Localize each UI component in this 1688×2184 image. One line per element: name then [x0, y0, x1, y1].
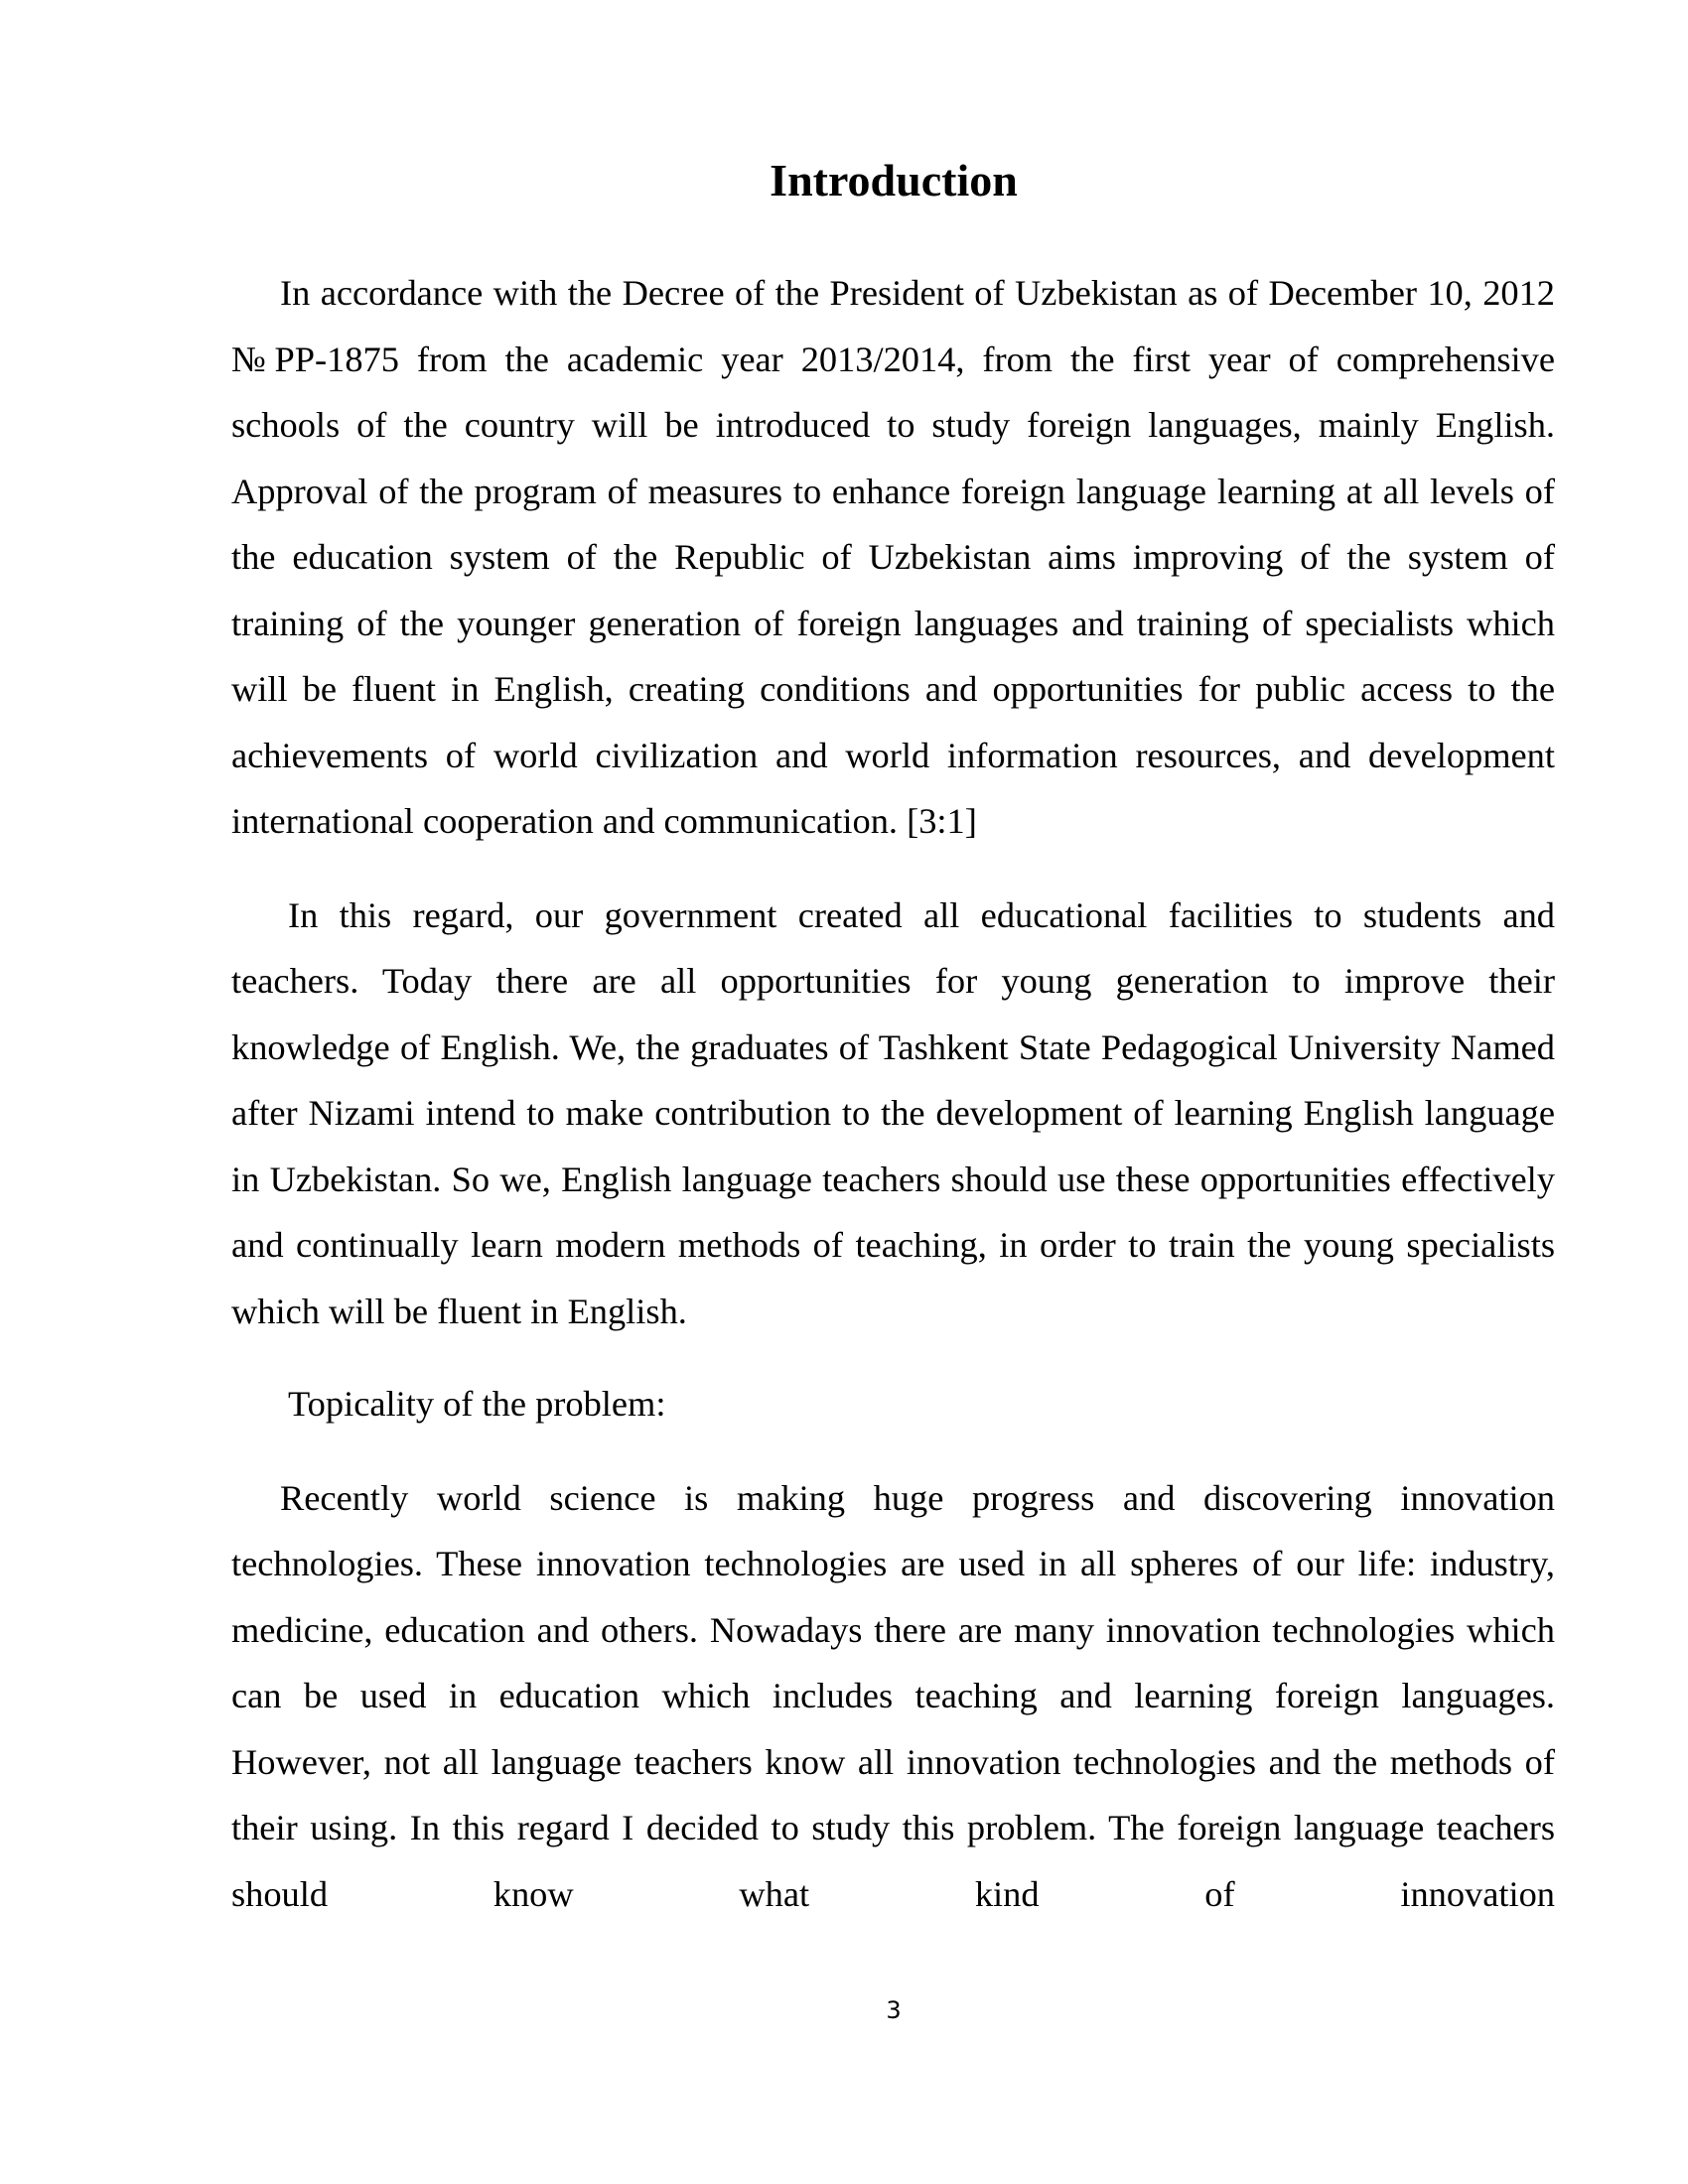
paragraph-government-facilities: In this regard, our government created all educational facilities to students and teachers. Today there are all opportunities for young generation to improve their knowledge of English. We, the graduates of Tashkent State Pedagogical University Named after Nizami intend to make contribution to the development of learning English language in Uzbekistan. So we, English language teachers should use these opportunities effectively and continually learn modern methods of teaching, in order to train the young specialists which will be fluent in English.: [231, 894, 1555, 1331]
paragraph-innovation-technologies: Recently world science is making huge progress and discovering innovation technologies. These innovation technologies are used in all spheres of our life: industry, medicine, education and others. Nowadays there are many innovation technologies which can be used in education which includes teaching and learning foreign languages. However, not all language teachers know all innovation technologies and the methods of their using. In this regard I decided to study this problem. The foreign language teachers should know what kind of innovation: [231, 1477, 1555, 1914]
paragraph-topicality-heading: Topicality of the problem:: [288, 1384, 666, 1424]
document-body: [231, 260, 1555, 1927]
page-number: 3: [886, 1996, 902, 2024]
page-title: Introduction: [770, 155, 1018, 205]
paragraph-decree: In accordance with the Decree of the President of Uzbekistan as of December 10, 2012 №PP-1875 from the academic year 2013/2014, from the first year of comprehensive schools of the country will be introduced to study foreign languages, mainly English. Approval of the program of measures to enhance foreign language learning at all levels of the education system of the Republic of Uzbekistan aims improving of the system of training of the younger generation of foreign languages and training of specialists which will be fluent in English, creating conditions and opportunities for public access to the achievements of world civilization and world information resources, and development international cooperation and communication. [3:1]: [231, 273, 1555, 841]
